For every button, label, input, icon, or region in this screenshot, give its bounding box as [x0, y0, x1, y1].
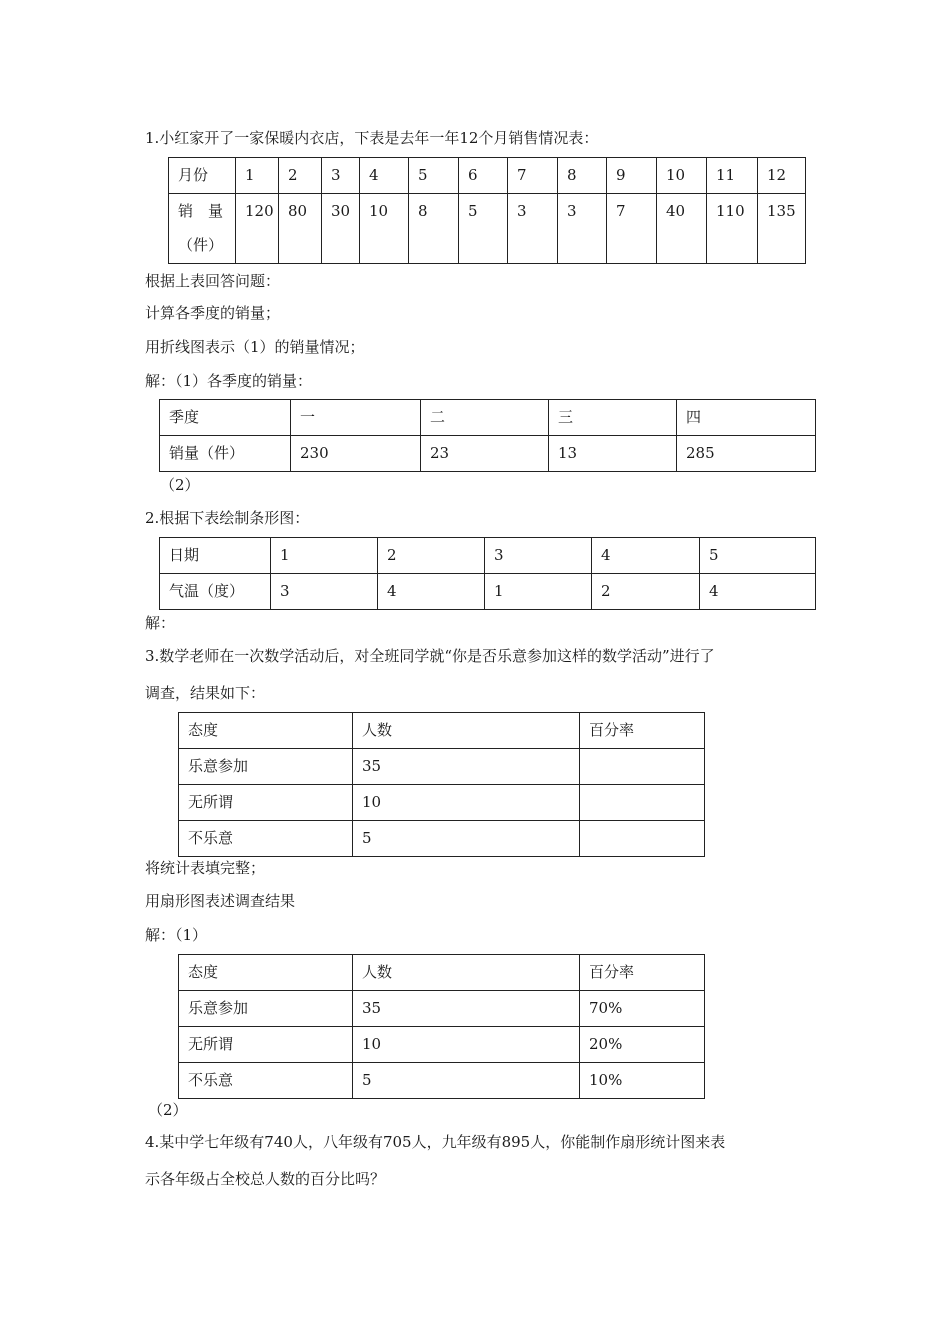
sales-cell: 7 — [607, 194, 657, 264]
sales-row-label — [169, 194, 236, 264]
sales-cell: 135 — [758, 194, 806, 264]
attitude-cell: 10 — [353, 785, 580, 821]
sales-cell: 3 — [508, 194, 558, 264]
attitude-header-row — [179, 713, 705, 749]
q3-part2: （2） — [148, 1101, 188, 1119]
temp-cell: 5 — [700, 538, 816, 574]
season-cell: 230 — [291, 436, 421, 472]
answer-row — [179, 991, 705, 1027]
monthly-sales-table — [168, 157, 806, 264]
sales-cell: 80 — [279, 194, 322, 264]
q1-prompt: 根据上表回答问题： — [145, 272, 281, 290]
temp-cell: 3 — [271, 574, 378, 610]
attitude-cell — [580, 821, 705, 857]
answer-cell: 不乐意 — [179, 1063, 353, 1099]
attitude-row — [179, 785, 705, 821]
temp-cell: 2 — [592, 574, 700, 610]
attitude-answer-table — [178, 954, 705, 1099]
answer-cell: 百分率 — [580, 955, 705, 991]
month-cell: 11 — [707, 158, 758, 194]
answer-header-row — [179, 955, 705, 991]
temp-cell: 1 — [271, 538, 378, 574]
season-value-row — [160, 436, 816, 472]
sales-cell: 30 — [322, 194, 360, 264]
answer-cell: 10% — [580, 1063, 705, 1099]
season-cell: 一 — [291, 400, 421, 436]
sales-row — [169, 194, 806, 264]
month-cell: 9 — [607, 158, 657, 194]
q3-title-line1: 3.数学老师在一次数学活动后，对全班同学就“你是否乐意参加这样的数学活动”进行了 — [145, 647, 715, 665]
season-cell: 三 — [549, 400, 677, 436]
month-cell: 7 — [508, 158, 558, 194]
q1-title: 1.小红家开了一家保暖内衣店，下表是去年一年12个月销售情况表： — [145, 129, 599, 147]
month-cell: 1 — [236, 158, 279, 194]
attitude-cell: 人数 — [353, 713, 580, 749]
sales-cell: 8 — [409, 194, 459, 264]
month-header-label: 月份 — [169, 158, 236, 194]
answer-row — [179, 1027, 705, 1063]
season-cell: 13 — [549, 436, 677, 472]
sales-cell: 3 — [558, 194, 607, 264]
season-cell: 23 — [421, 436, 549, 472]
q3-answer: 解：（1） — [145, 926, 208, 944]
attitude-table — [178, 712, 705, 857]
answer-cell: 35 — [353, 991, 580, 1027]
attitude-cell: 态度 — [179, 713, 353, 749]
month-cell: 4 — [360, 158, 409, 194]
temperature-row — [160, 574, 816, 610]
sales-label-line2: （件） — [178, 236, 224, 254]
sales-cell: 110 — [707, 194, 758, 264]
month-header-row — [169, 158, 806, 194]
q4-line1: 4.某中学七年级有740人，八年级有705人，九年级有895人，你能制作扇形统计图来表 — [145, 1133, 726, 1151]
season-cell: 285 — [677, 436, 816, 472]
season-cell: 销量（件） — [160, 436, 291, 472]
attitude-cell: 35 — [353, 749, 580, 785]
answer-cell: 70% — [580, 991, 705, 1027]
month-cell: 6 — [459, 158, 508, 194]
temp-cell: 4 — [378, 574, 485, 610]
season-cell: 季度 — [160, 400, 291, 436]
answer-cell: 人数 — [353, 955, 580, 991]
q3-sub2: 用扇形图表述调查结果 — [145, 892, 296, 910]
temp-cell: 3 — [485, 538, 592, 574]
q3-sub1: 将统计表填完整； — [145, 859, 266, 877]
attitude-cell: 无所谓 — [179, 785, 353, 821]
q1-answer: 解：（1）各季度的销量： — [145, 372, 313, 390]
q2-title: 2.根据下表绘制条形图： — [145, 509, 310, 527]
q1-sub1: 计算各季度的销量； — [145, 304, 281, 322]
q1-part2: （2） — [160, 476, 200, 494]
answer-cell: 无所谓 — [179, 1027, 353, 1063]
temp-cell: 日期 — [160, 538, 271, 574]
q1-sub2: 用折线图表示（1）的销量情况； — [145, 338, 365, 356]
sales-label-line1: 销 量 — [178, 202, 224, 220]
date-row — [160, 538, 816, 574]
attitude-cell — [580, 785, 705, 821]
season-cell: 二 — [421, 400, 549, 436]
sales-cell: 120 — [236, 194, 279, 264]
month-cell: 3 — [322, 158, 360, 194]
season-header-row — [160, 400, 816, 436]
answer-cell: 5 — [353, 1063, 580, 1099]
temp-cell: 4 — [592, 538, 700, 574]
season-sales-table — [159, 399, 816, 472]
answer-cell: 态度 — [179, 955, 353, 991]
q4-line2: 示各年级占全校总人数的百分比吗？ — [145, 1170, 386, 1188]
month-cell: 5 — [409, 158, 459, 194]
temp-cell: 1 — [485, 574, 592, 610]
temp-cell: 气温（度） — [160, 574, 271, 610]
q2-answer: 解： — [145, 614, 176, 632]
attitude-cell: 不乐意 — [179, 821, 353, 857]
sales-cell: 40 — [657, 194, 707, 264]
sales-cell: 10 — [360, 194, 409, 264]
answer-cell: 10 — [353, 1027, 580, 1063]
answer-cell: 乐意参加 — [179, 991, 353, 1027]
attitude-cell — [580, 749, 705, 785]
season-cell: 四 — [677, 400, 816, 436]
temperature-table — [159, 537, 816, 610]
sales-cell: 5 — [459, 194, 508, 264]
attitude-row — [179, 749, 705, 785]
answer-cell: 20% — [580, 1027, 705, 1063]
temp-cell: 2 — [378, 538, 485, 574]
attitude-cell: 5 — [353, 821, 580, 857]
month-cell: 8 — [558, 158, 607, 194]
answer-row — [179, 1063, 705, 1099]
attitude-cell: 乐意参加 — [179, 749, 353, 785]
month-cell: 12 — [758, 158, 806, 194]
q3-title-line2: 调查，结果如下： — [145, 684, 266, 702]
attitude-cell: 百分率 — [580, 713, 705, 749]
temp-cell: 4 — [700, 574, 816, 610]
month-cell: 10 — [657, 158, 707, 194]
month-cell: 2 — [279, 158, 322, 194]
attitude-row — [179, 821, 705, 857]
